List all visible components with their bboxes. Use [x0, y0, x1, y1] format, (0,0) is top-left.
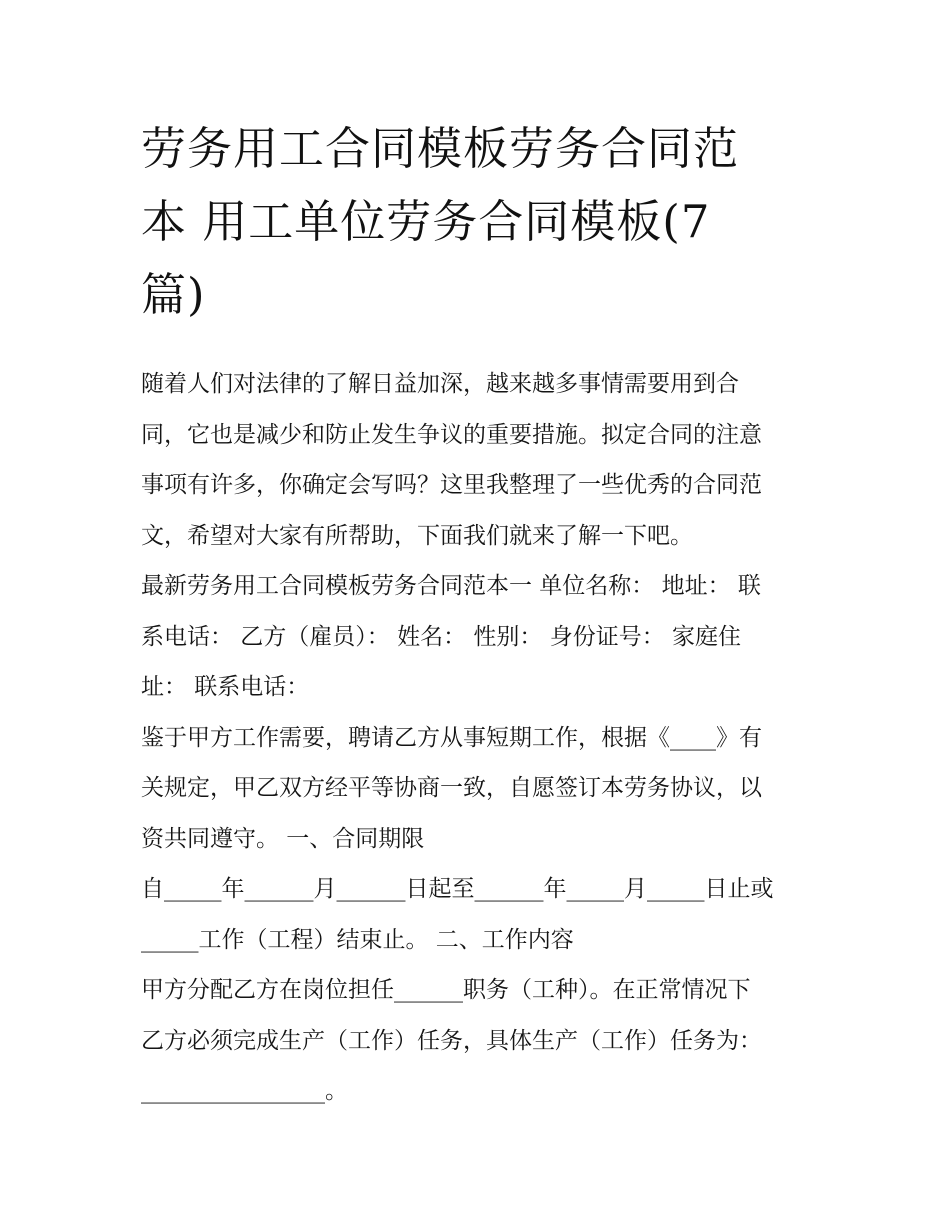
- text-line: 文，希望对大家有所帮助，下面我们就来了解一下吧。: [141, 522, 693, 549]
- text-line: 乙方必须完成生产（工作）任务，具体生产（工作）任务为：: [141, 1027, 762, 1054]
- text-line: 最新劳务用工合同模板劳务合同范本一 单位名称： 地址： 联: [141, 573, 761, 599]
- text-line: _____工作（工程）结束止。 二、工作内容: [141, 926, 574, 953]
- text-line: 甲方分配乙方在岗位担任______职务（工种）。在正常情况下: [141, 977, 751, 1003]
- work-content-paragraph: [141, 965, 816, 1117]
- text-line: 资共同遵守。 一、合同期限: [141, 825, 425, 852]
- text-line: ________________。: [141, 1078, 348, 1104]
- text-line: 址： 联系电话：: [141, 674, 310, 700]
- text-line: 自_____年______月______日起至______年_____月_____日止或: [141, 876, 774, 902]
- text-line: 同，它也是减少和防止发生争议的重要措施。拟定合同的注意: [141, 421, 762, 448]
- document-body: [141, 359, 816, 1117]
- text-line: 随着人们对法律的了解日益加深，越来越多事情需要用到合: [141, 371, 739, 397]
- text-line: 事项有许多，你确定会写吗？这里我整理了一些优秀的合同范: [141, 472, 762, 498]
- title-line: 劳务用工合同模板劳务合同范: [141, 122, 740, 175]
- text-line: 鉴于甲方工作需要，聘请乙方从事短期工作，根据《____》有: [141, 724, 762, 751]
- document-content: [141, 112, 816, 1117]
- contract-term-paragraph: [141, 864, 816, 965]
- party-info-paragraph: [141, 561, 816, 713]
- text-line: 关规定，甲乙双方经平等协商一致，自愿签订本劳务协议，以: [141, 775, 762, 801]
- title-line: 本 用工单位劳务合同模板(7: [141, 195, 711, 248]
- title-line: 篇): [141, 268, 206, 321]
- intro-paragraph: [141, 359, 816, 561]
- text-line: 系电话： 乙方（雇员）： 姓名： 性别： 身份证号： 家庭住: [141, 623, 742, 650]
- document-title: [141, 112, 816, 331]
- preamble-paragraph: [141, 713, 816, 865]
